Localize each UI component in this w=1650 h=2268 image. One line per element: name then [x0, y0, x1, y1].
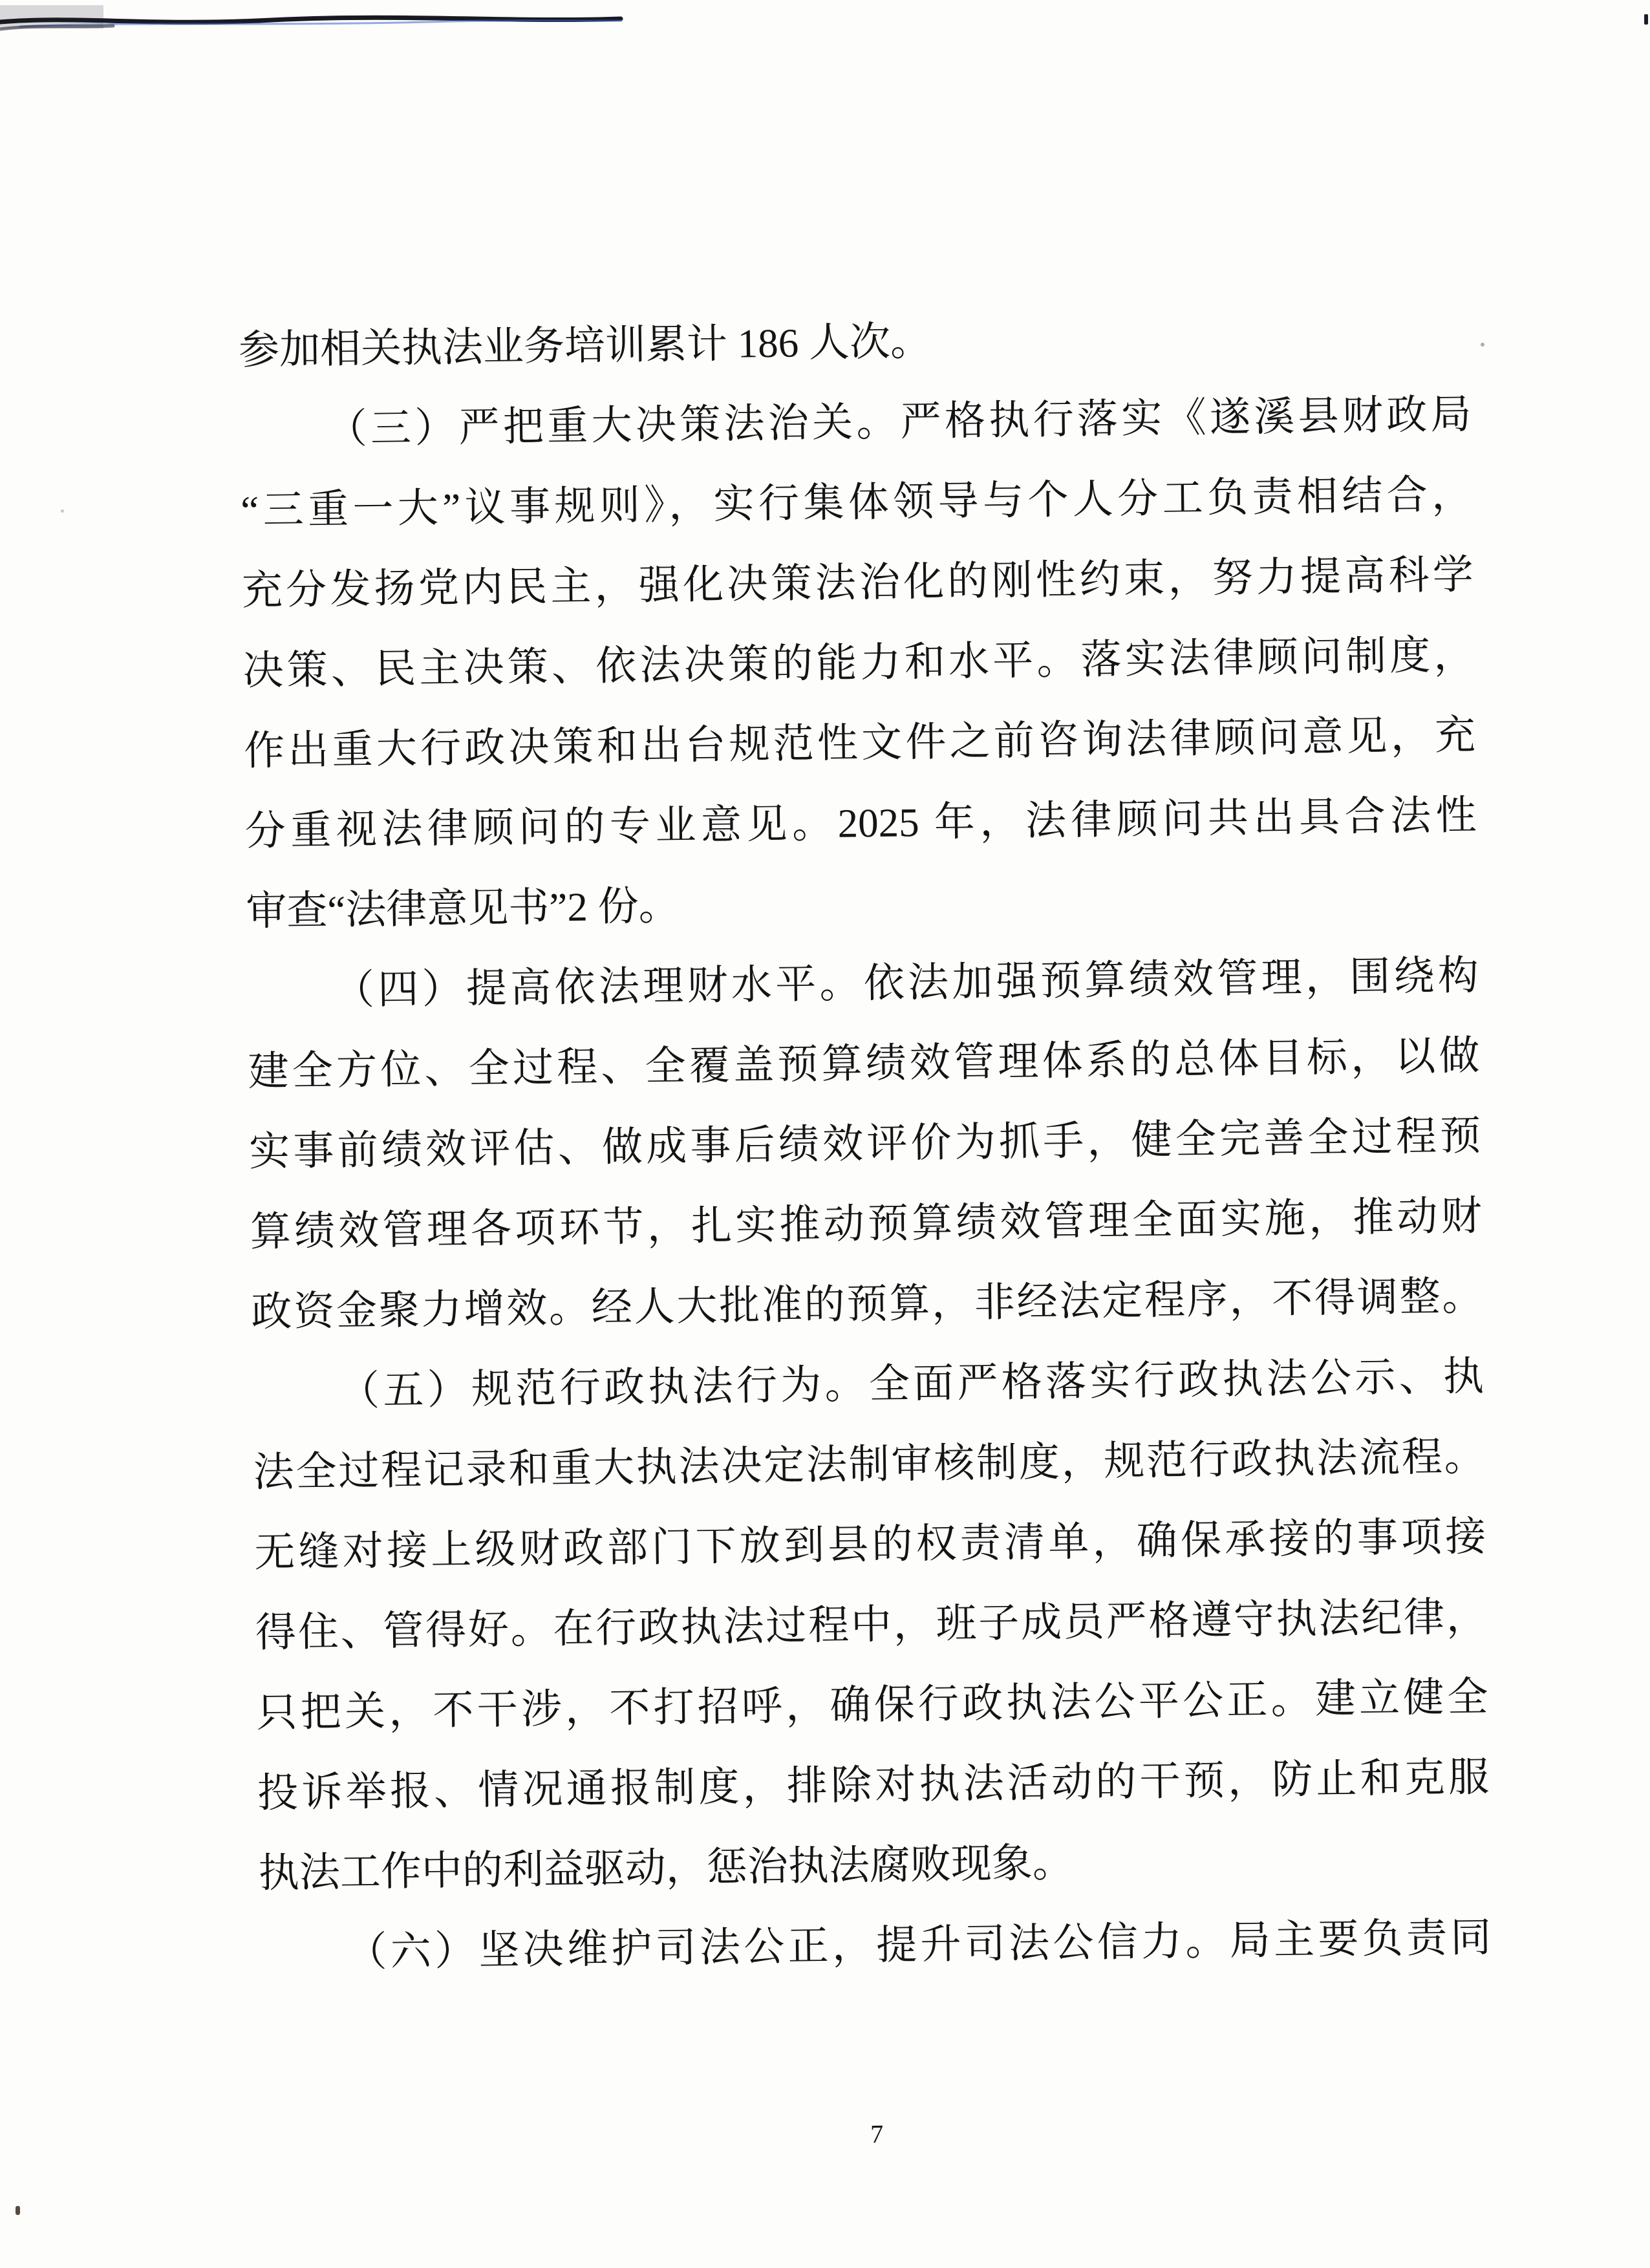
text-line: （三）严把重大决策法治关。严格执行落实《遂溪县财政局: [326, 391, 1472, 453]
page-number: 7: [870, 2119, 884, 2149]
text-line: 实事前绩效评估、做成事后绩效评价为抓手，健全完善全过程预: [248, 1113, 1481, 1175]
text-line: 作出重大行政决策和出台规范性文件之前咨询法律顾问意见，充: [243, 712, 1476, 774]
text-line: 只把关，不干涉，不打招呼，确保行政执法公平公正。建立健全: [256, 1674, 1488, 1736]
text-line: 得住、管得好。在行政执法过程中，班子成员严格遵守执法纪律，: [255, 1594, 1488, 1656]
text-line: （四）提高依法理财水平。依法加强预算绩效管理，围绕构: [333, 952, 1479, 1013]
text-line: （六）坚决维护司法公正，提升司法公信力。局主要负责同: [346, 1914, 1492, 1975]
text-line: 无缝对接上级财政部门下放到县的权责清单，确保承接的事项接: [253, 1514, 1486, 1576]
scan-edge-mark: [1644, 14, 1648, 25]
text-line: 法全过程记录和重大执法决定法制审核制度，规范行政执法流程。: [253, 1433, 1486, 1495]
text-line: 充分发扬党内民主，强化决策法治化的刚性约束，努力提高科学: [241, 551, 1474, 614]
text-line: 决策、民主决策、依法决策的能力和水平。落实法律顾问制度，: [242, 632, 1475, 694]
text-line: 分重视法律顾问的专业意见。2025 年，法律顾问共出具合法性: [244, 792, 1477, 854]
text-block: [238, 294, 1492, 1994]
text-line: 审查“法律意见书”2 份。: [245, 883, 680, 934]
text-line: 投诉举报、情况通报制度，排除对执法活动的干预，防止和克服: [257, 1754, 1490, 1816]
text-line: 参加相关执法业务培训累计 186 人次。: [238, 318, 932, 373]
text-line: 算绩效管理各项环节，扎实推动预算绩效管理全面实施，推动财: [250, 1193, 1483, 1255]
text-line: （五）规范行政执法行为。全面严格落实行政执法公示、执: [338, 1353, 1484, 1414]
text-line: “三重一大”议事规则》，实行集体领导与个人分工负责相结合，: [240, 471, 1473, 533]
text-line: 执法工作中的利益驱动，惩治执法腐败现象。: [258, 1840, 1074, 1896]
text-line: 政资金聚力增效。经人大批准的预算，非经法定程序，不得调整。: [251, 1273, 1483, 1335]
text-line: 建全方位、全过程、全覆盖预算绩效管理体系的总体目标，以做: [248, 1032, 1480, 1095]
